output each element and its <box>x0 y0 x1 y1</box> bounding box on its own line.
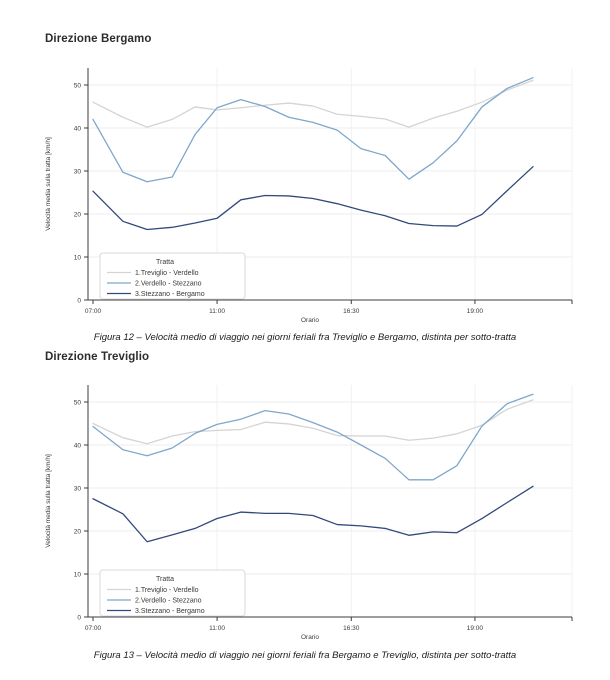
y-tick-label: 30 <box>73 168 81 176</box>
x-tick-label: 16:30 <box>343 625 360 632</box>
series-line <box>93 400 533 444</box>
series-line <box>93 486 533 541</box>
legend-entry-label: 2.Verdello - Stezzano <box>135 597 202 605</box>
y-tick-label: 10 <box>73 254 81 262</box>
legend-entry-label: 1.Treviglio - Verdello <box>135 270 199 277</box>
x-tick-label: 07:00 <box>84 625 102 632</box>
y-tick-label: 40 <box>73 442 81 450</box>
series-line <box>93 167 533 230</box>
legend <box>100 570 245 616</box>
series-lines <box>93 78 533 230</box>
x-tick-label: 19:00 <box>466 308 484 315</box>
x-axis-title: Orario <box>300 634 320 641</box>
series-line <box>93 394 533 480</box>
series-line <box>93 80 533 127</box>
x-tick-label: 07:00 <box>84 308 102 315</box>
x-tick-label: 11:00 <box>209 308 225 315</box>
legend-entry-label: 3.Stezzano - Bergamo <box>135 608 205 615</box>
chart-treviglio <box>0 372 610 647</box>
x-axis-title: Orario <box>300 317 320 324</box>
x-tick-label: 16:30 <box>343 308 360 315</box>
series-line <box>93 78 533 182</box>
chart-title-treviglio: Direzione Treviglio <box>45 351 150 363</box>
y-axis-title: Velocità media sulla tratta [km/h] <box>45 137 52 231</box>
chart-title-bergamo: Direzione Bergamo <box>45 33 152 45</box>
y-tick-label: 30 <box>73 485 81 493</box>
y-tick-label: 0 <box>77 297 81 305</box>
y-tick-label: 20 <box>73 211 81 219</box>
legend-entry-label: 3.Stezzano - Bergamo <box>135 291 205 298</box>
x-ticks <box>85 617 572 632</box>
x-ticks <box>85 300 572 315</box>
figure-caption-13: Figura 13 – Velocità medio di viaggio nei giorni feriali fra Bergamo e Treviglio, distinta per sotto-tratta <box>93 650 517 661</box>
y-tick-label: 40 <box>73 125 81 133</box>
chart-bergamo <box>0 55 610 330</box>
y-tick-label: 50 <box>73 82 81 90</box>
series-lines <box>93 394 533 541</box>
y-axis-title: Velocità media sulla tratta [km/h] <box>45 454 52 548</box>
figure-caption-12: Figura 12 – Velocità medio di viaggio nei giorni feriali fra Treviglio e Bergamo, distinta per sotto-tratta <box>93 332 517 343</box>
y-ticks <box>74 82 88 304</box>
legend <box>100 253 245 299</box>
legend-entry-label: 1.Treviglio - Verdello <box>135 587 199 594</box>
legend-title: Tratta <box>155 576 175 583</box>
y-tick-label: 20 <box>73 528 81 536</box>
x-tick-label: 11:00 <box>209 625 225 632</box>
legend-entry-label: 2.Verdello - Stezzano <box>135 280 202 288</box>
y-tick-label: 10 <box>73 571 81 579</box>
x-tick-label: 19:00 <box>466 625 484 632</box>
y-tick-label: 0 <box>77 614 81 622</box>
legend-title: Tratta <box>155 259 175 266</box>
y-tick-label: 50 <box>73 399 81 407</box>
y-ticks <box>74 399 88 621</box>
